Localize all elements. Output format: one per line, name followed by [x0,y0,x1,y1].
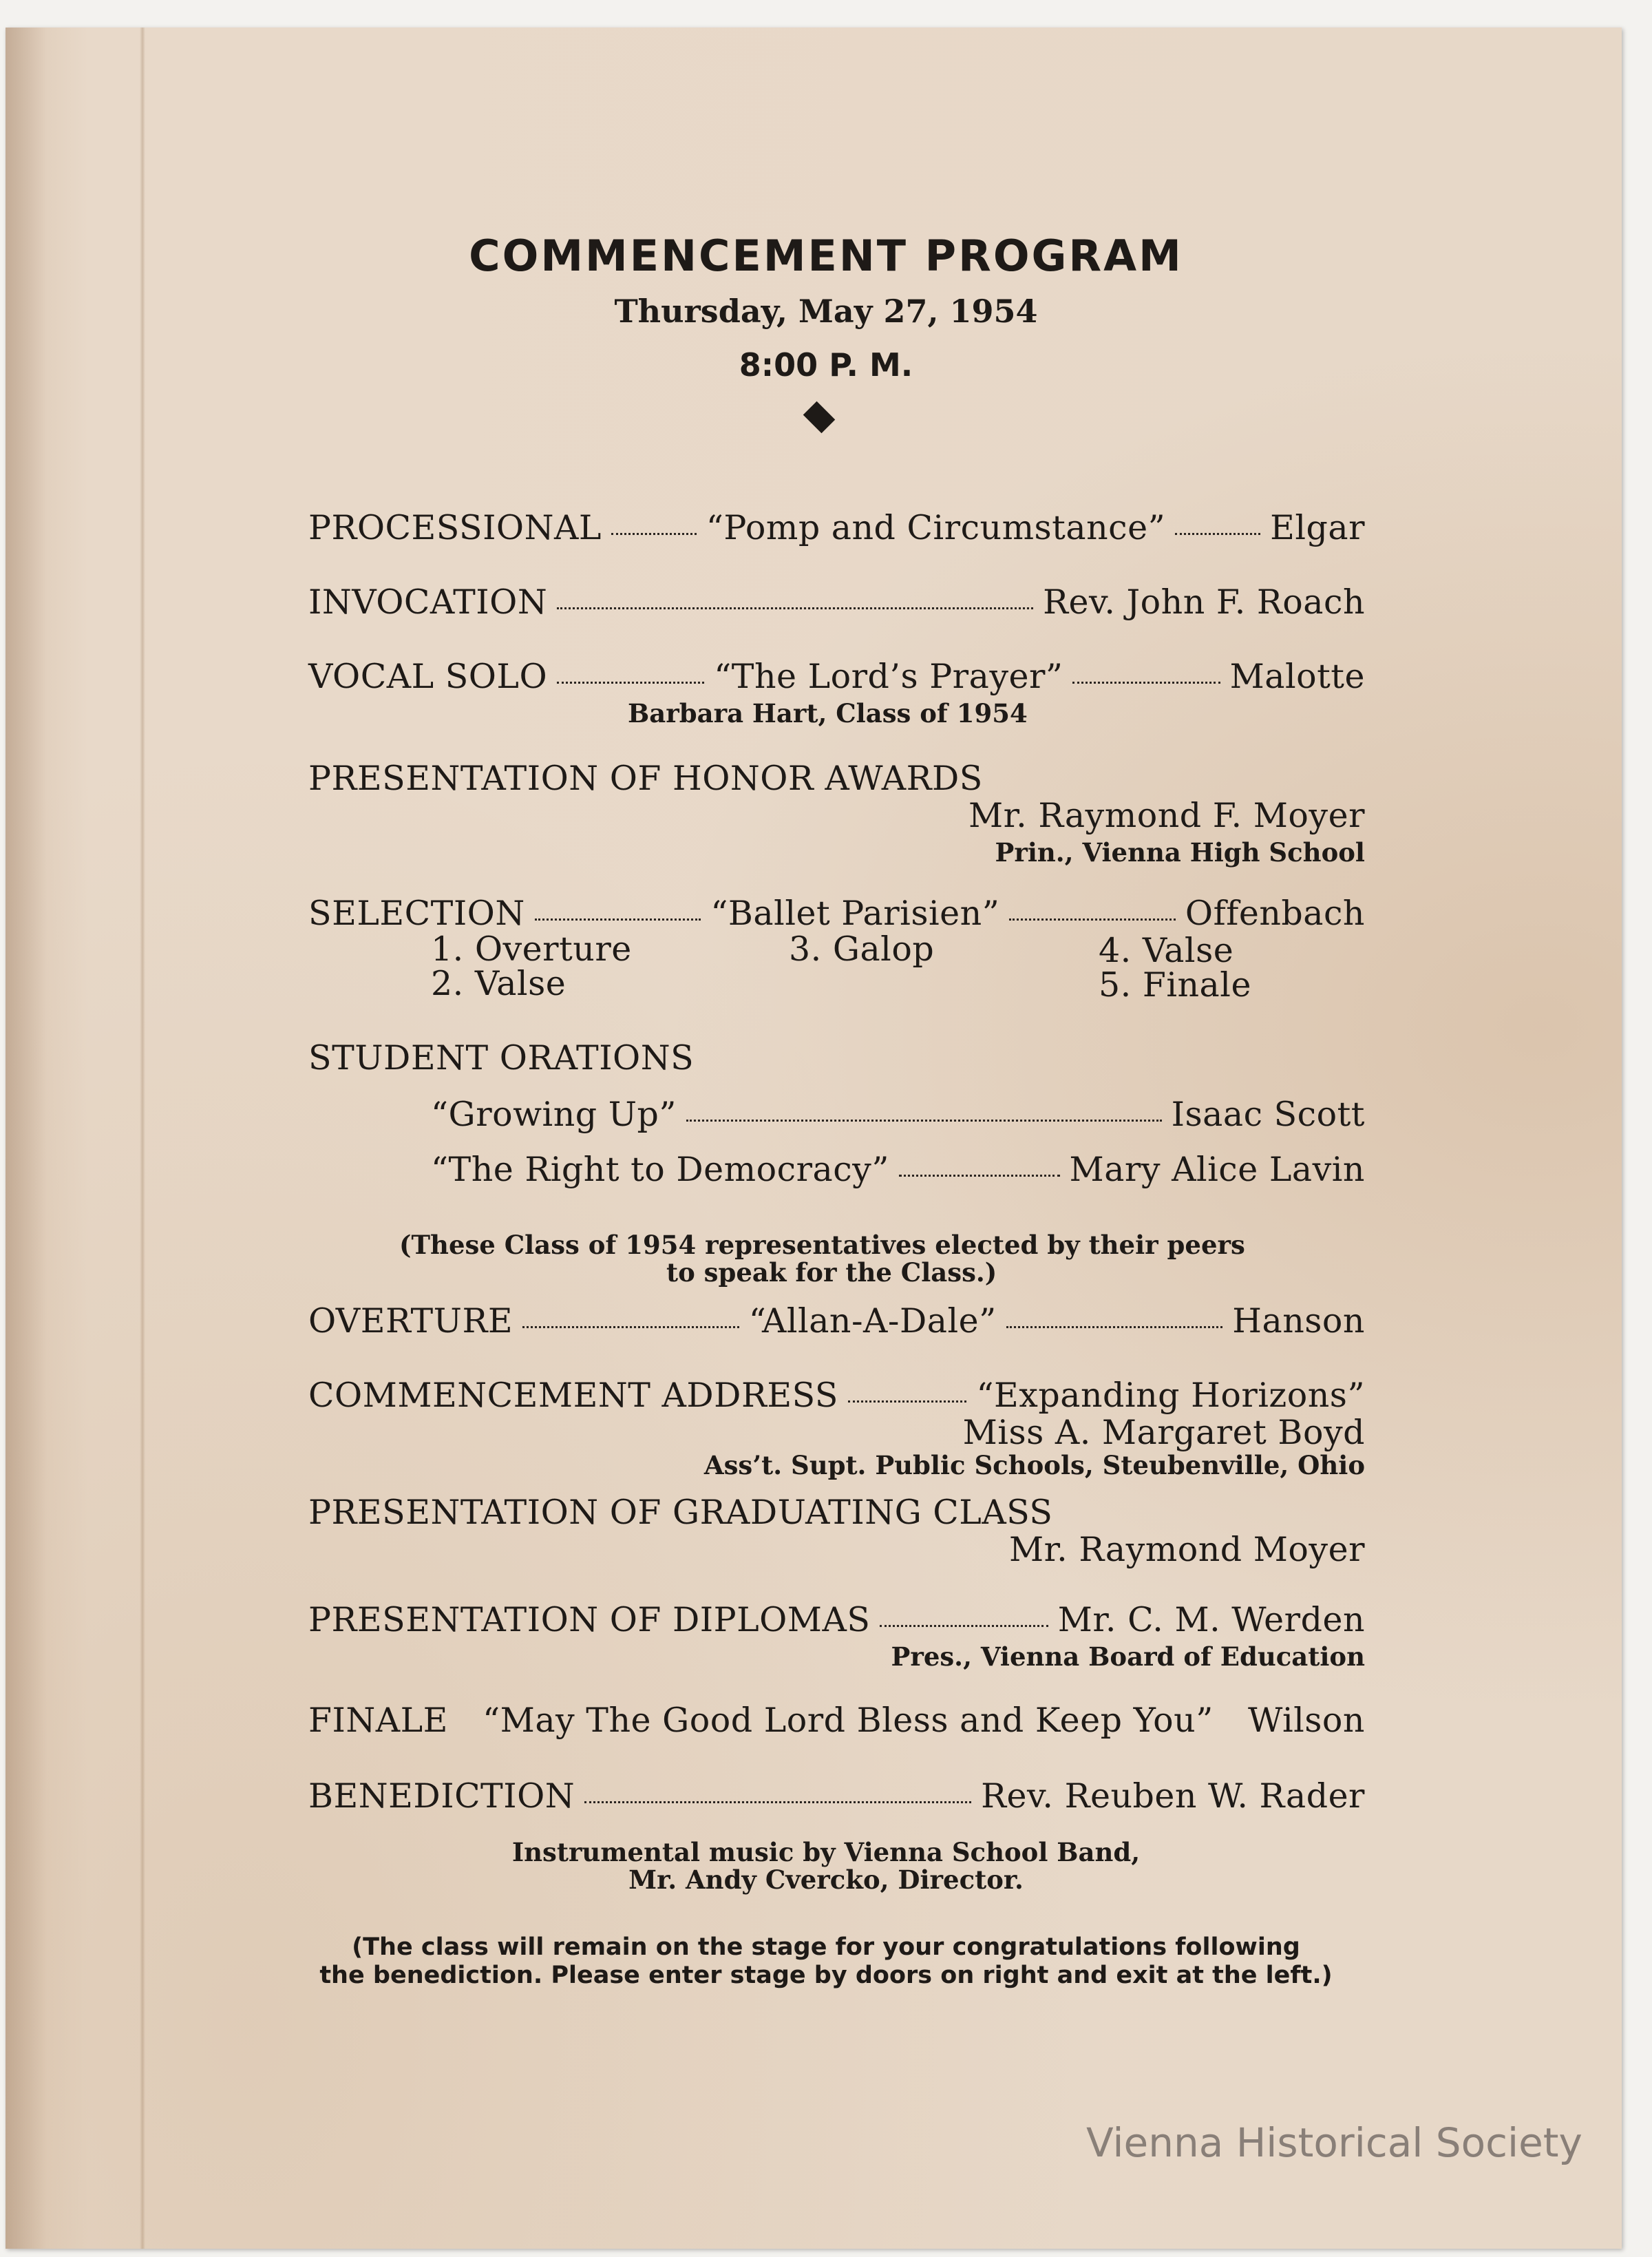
finale-label: FINALE [308,1701,448,1740]
leader-dots [686,1120,1162,1122]
band-line1: Instrumental music by Vienna School Band, [511,1837,1141,1867]
leader-dots [522,1326,739,1328]
closing-note-line2: the benediction. Please enter stage by doors on right and exit at the left.) [319,1962,1333,1989]
overture-composer: Hanson [1232,1301,1365,1341]
leader-dots [557,682,704,684]
selection-part: 2. Valse [431,964,566,1003]
vocal-solo-label: VOCAL SOLO [308,657,548,696]
address-label: COMMENCEMENT ADDRESS [308,1376,838,1415]
leader-dots [611,533,697,535]
graduating-class-label: PRESENTATION OF GRADUATING CLASS [308,1493,1053,1532]
finale-row [308,1701,1365,1740]
selection-part: 4. Valse [1099,931,1234,970]
benediction-label: BENEDICTION [308,1776,575,1816]
leader-dots [899,1175,1060,1177]
selection-title: “Ballet Parisien” [710,894,1000,933]
finale-composer: Wilson [1247,1701,1365,1740]
closing-note-line1: (The class will remain on the stage for your congratulations following [352,1933,1300,1961]
processional-label: PROCESSIONAL [308,508,602,547]
selection-part: 5. Finale [1099,965,1251,1005]
vocal-solo-composer: Malotte [1229,657,1365,696]
finale-title: “May The Good Lord Bless and Keep You” [483,1701,1214,1740]
program-date: Thursday, May 27, 1954 [614,293,1038,330]
leader-dots [1175,533,1260,535]
program-time: 8:00 P. M. [739,346,913,384]
processional-title: “Pomp and Circumstance” [706,508,1166,547]
leader-dots [535,918,701,921]
diplomas-row [308,1600,1365,1639]
address-title: “Expanding Horizons” [976,1376,1365,1415]
vocal-solo-row [308,657,1365,696]
selection-row [308,894,1365,933]
benediction-row [308,1776,1365,1816]
leader-dots [584,1801,971,1803]
honor-awards-role: Prin., Vienna High School [995,837,1365,868]
processional-composer: Elgar [1270,508,1366,547]
address-row [308,1376,1365,1415]
processional-row [308,508,1365,547]
selection-part: 1. Overture [431,930,632,969]
diplomas-label: PRESENTATION OF DIPLOMAS [308,1600,871,1639]
student-orations-label: STUDENT ORATIONS [308,1038,695,1078]
overture-title: “Allan-A-Dale” [748,1301,997,1341]
leader-dots [1072,682,1220,684]
leader-dots [1006,1326,1223,1328]
oration-title: “The Right to Democracy” [431,1150,889,1189]
graduating-class-person: Mr. Raymond Moyer [1008,1530,1365,1569]
selection-composer: Offenbach [1185,894,1365,933]
honor-awards-label: PRESENTATION OF HONOR AWARDS [308,759,983,798]
invocation-person: Rev. John F. Roach [1043,582,1365,622]
honor-awards-person: Mr. Raymond F. Moyer [968,796,1365,835]
invocation-row [308,582,1365,622]
selection-part: 3. Galop [789,930,935,969]
benediction-person: Rev. Reuben W. Rader [981,1776,1365,1816]
overture-label: OVERTURE [308,1301,513,1341]
leader-dots [880,1625,1048,1627]
overture-row [308,1301,1365,1341]
invocation-label: INVOCATION [308,582,548,622]
oration-row [431,1150,1365,1189]
oration-speaker: Isaac Scott [1171,1095,1365,1134]
vocal-solo-title: “The Lord’s Prayer” [714,657,1063,696]
leader-dots [557,607,1033,609]
oration-row [431,1095,1365,1134]
leader-dots [1009,918,1176,921]
vocal-solo-performer: Barbara Hart, Class of 1954 [628,698,1028,728]
selection-label: SELECTION [308,894,525,933]
orations-note-line2: to speak for the Class.) [666,1257,997,1288]
diplomas-role: Pres., Vienna Board of Education [891,1641,1365,1672]
oration-speaker: Mary Alice Lavin [1069,1150,1365,1189]
oration-title: “Growing Up” [431,1095,677,1134]
address-role: Ass’t. Supt. Public Schools, Steubenville, Ohio [703,1450,1365,1480]
watermark: Vienna Historical Society [1086,2119,1582,2166]
diplomas-person: Mr. C. M. Werden [1057,1600,1365,1639]
band-line2: Mr. Andy Cvercko, Director. [628,1865,1024,1895]
address-speaker: Miss A. Margaret Boyd [962,1413,1365,1452]
orations-note-line1: (These Class of 1954 representatives elected by their peers [399,1230,1245,1260]
program-title: COMMENCEMENT PROGRAM [469,231,1183,281]
leader-dots [848,1400,967,1403]
